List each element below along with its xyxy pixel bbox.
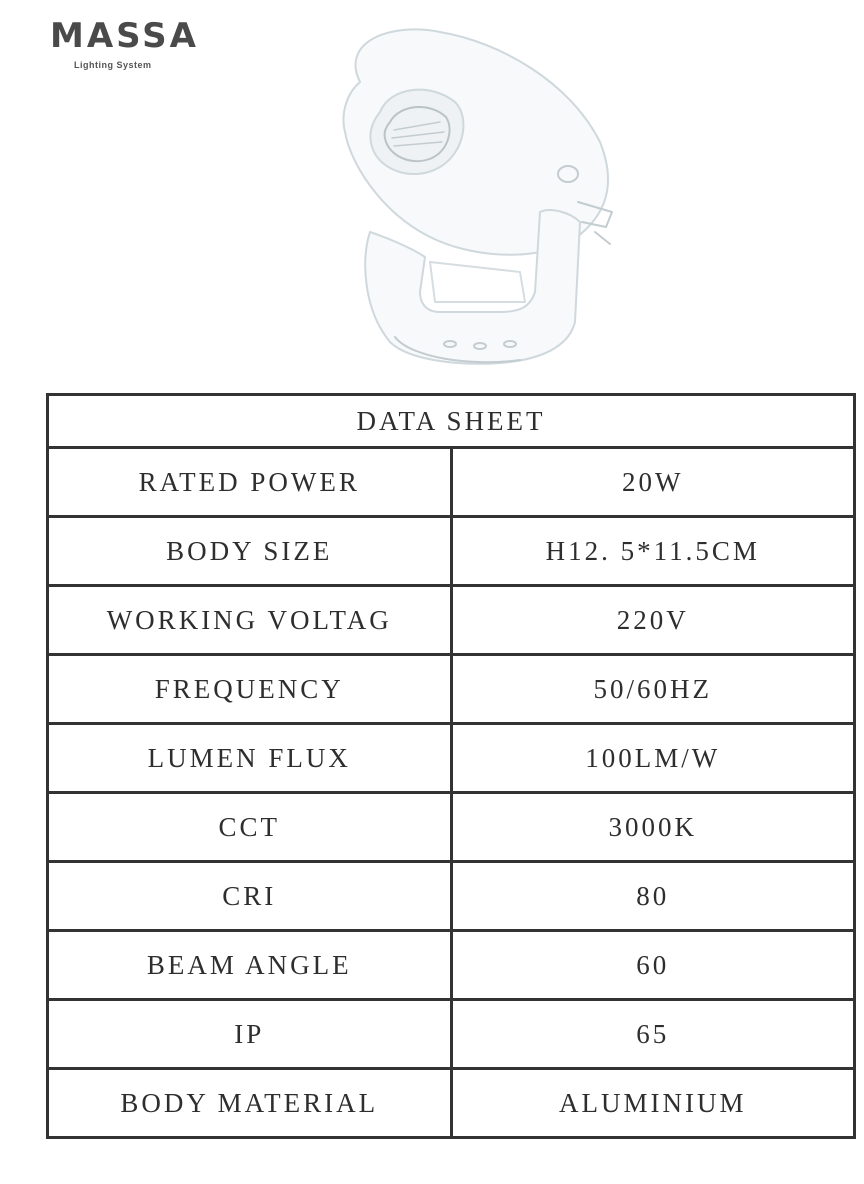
spec-label: BODY SIZE	[48, 517, 452, 586]
spec-value: 20W	[451, 448, 855, 517]
table-row	[48, 1000, 855, 1069]
spec-value: ALUMINIUM	[451, 1069, 855, 1138]
table-row	[48, 862, 855, 931]
datasheet-header-row	[48, 395, 855, 448]
spec-label: LUMEN FLUX	[48, 724, 452, 793]
spec-value: 50/60HZ	[451, 655, 855, 724]
spec-label: FREQUENCY	[48, 655, 452, 724]
spec-value: 3000K	[451, 793, 855, 862]
spec-label: WORKING VOLTAG	[48, 586, 452, 655]
spotlight-fixture-illustration	[320, 22, 630, 382]
brand-tagline: Lighting System	[74, 60, 152, 70]
spec-value: 220V	[451, 586, 855, 655]
spec-label: CRI	[48, 862, 452, 931]
table-row	[48, 793, 855, 862]
spec-label: IP	[48, 1000, 452, 1069]
table-row	[48, 931, 855, 1000]
spec-value: 60	[451, 931, 855, 1000]
table-row	[48, 448, 855, 517]
table-row	[48, 655, 855, 724]
brand-logo	[50, 16, 230, 76]
spec-value: 80	[451, 862, 855, 931]
spec-value: 65	[451, 1000, 855, 1069]
spec-value: 100LM/W	[451, 724, 855, 793]
table-row	[48, 586, 855, 655]
spec-value: H12. 5*11.5CM	[451, 517, 855, 586]
table-row	[48, 724, 855, 793]
spec-label: CCT	[48, 793, 452, 862]
datasheet-table	[46, 393, 856, 1139]
spec-label: RATED POWER	[48, 448, 452, 517]
datasheet-title: DATA SHEET	[48, 395, 855, 448]
brand-name: MASSA	[50, 16, 199, 56]
spec-label: BODY MATERIAL	[48, 1069, 452, 1138]
table-row	[48, 517, 855, 586]
spec-label: BEAM ANGLE	[48, 931, 452, 1000]
table-row	[48, 1069, 855, 1138]
